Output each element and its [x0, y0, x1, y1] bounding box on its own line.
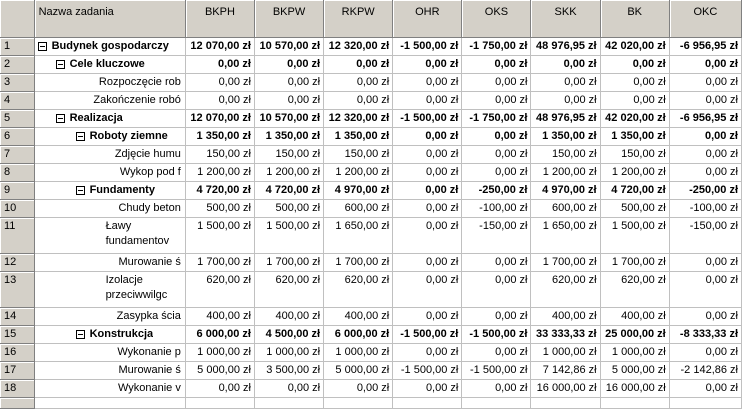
cost-cell-oks[interactable]: 0,00 zł — [462, 92, 531, 110]
task-name: Zdjęcie humu — [114, 148, 181, 160]
cost-cell-bkph[interactable]: 0,00 zł — [185, 380, 254, 398]
cost-cell-oks[interactable]: 0,00 zł — [462, 146, 531, 164]
empty-cell — [531, 398, 600, 409]
task-name: Cele kluczowe — [69, 58, 145, 70]
cost-cell-bkph[interactable]: 1 700,00 zł — [185, 254, 254, 272]
cost-cell-rkpw[interactable]: 0,00 zł — [324, 74, 393, 92]
cost-cell-bk[interactable]: 0,00 zł — [600, 56, 669, 74]
row-number[interactable]: 3 — [0, 74, 34, 92]
cost-cell-oks[interactable]: -1 500,00 zł — [462, 362, 531, 380]
column-header-skk[interactable]: SKK — [531, 0, 600, 38]
empty-cell — [0, 398, 34, 409]
task-name: Wykonanie p — [117, 346, 181, 358]
task-name-cell[interactable] — [34, 146, 185, 164]
cost-cell-bk[interactable]: 0,00 zł — [600, 74, 669, 92]
cost-cell-rkpw[interactable]: 0,00 zł — [324, 92, 393, 110]
cost-cell-okc[interactable]: -150,00 zł — [669, 218, 741, 254]
cost-cell-oks[interactable]: 0,00 zł — [462, 380, 531, 398]
cost-cell-ohr[interactable]: 0,00 zł — [393, 74, 462, 92]
row-number[interactable]: 17 — [0, 362, 34, 380]
empty-cell — [393, 398, 462, 409]
cost-cell-rkpw[interactable]: 600,00 zł — [324, 200, 393, 218]
cost-cell-oks[interactable]: -250,00 zł — [462, 182, 531, 200]
task-name: Roboty ziemne — [89, 130, 168, 142]
row-number[interactable]: 13 — [0, 272, 34, 308]
cost-cell-bkph[interactable]: 12 070,00 zł — [185, 110, 254, 128]
task-name-cell[interactable] — [34, 272, 185, 308]
cost-cell-rkpw[interactable]: 0,00 zł — [324, 380, 393, 398]
table-row[interactable] — [0, 344, 742, 362]
row-number[interactable]: 8 — [0, 164, 34, 182]
task-name-wrap — [38, 38, 182, 55]
cost-cell-ohr[interactable]: -1 500,00 zł — [393, 38, 462, 56]
cost-cell-bk[interactable]: 400,00 zł — [600, 308, 669, 326]
cost-cell-bkph[interactable]: 150,00 zł — [185, 146, 254, 164]
row-number[interactable]: 5 — [0, 110, 34, 128]
cost-cell-bkpw[interactable]: 620,00 zł — [254, 272, 323, 308]
task-name: Ławy fundamentov — [105, 220, 170, 247]
cost-cell-skk[interactable]: 600,00 zł — [531, 200, 600, 218]
task-name: Rozpoczęcie rob — [98, 76, 181, 88]
cost-cell-bkpw[interactable]: 1 350,00 zł — [254, 128, 323, 146]
row-number[interactable]: 11 — [0, 218, 34, 254]
cost-cell-bkph[interactable]: 6 000,00 zł — [185, 326, 254, 344]
cost-cell-rkpw[interactable]: 6 000,00 zł — [324, 326, 393, 344]
cost-cell-oks[interactable]: 0,00 zł — [462, 344, 531, 362]
empty-cell — [34, 398, 185, 409]
collapse-toggle-icon[interactable] — [76, 186, 85, 195]
table-row[interactable] — [0, 56, 742, 74]
cost-cell-rkpw[interactable]: 1 200,00 zł — [324, 164, 393, 182]
cost-cell-rkpw[interactable]: 1 350,00 zł — [324, 128, 393, 146]
cost-cell-oks[interactable]: 0,00 zł — [462, 272, 531, 308]
cost-cell-bk[interactable]: 1 500,00 zł — [600, 218, 669, 254]
table-row[interactable] — [0, 38, 742, 56]
row-number[interactable]: 10 — [0, 200, 34, 218]
task-name-cell[interactable] — [34, 326, 185, 344]
row-number[interactable]: 15 — [0, 326, 34, 344]
cost-cell-skk[interactable]: 1 000,00 zł — [531, 344, 600, 362]
cost-cell-bkpw[interactable]: 4 500,00 zł — [254, 326, 323, 344]
cost-cell-bk[interactable]: 150,00 zł — [600, 146, 669, 164]
row-number[interactable]: 2 — [0, 56, 34, 74]
cost-cell-skk[interactable]: 33 333,33 zł — [531, 326, 600, 344]
cost-cell-rkpw[interactable]: 12 320,00 zł — [324, 110, 393, 128]
table-row[interactable] — [0, 272, 742, 308]
table-row[interactable] — [0, 326, 742, 344]
cost-cell-rkpw[interactable]: 1 650,00 zł — [324, 218, 393, 254]
cost-cell-oks[interactable]: 0,00 zł — [462, 74, 531, 92]
cost-cell-bkpw[interactable]: 150,00 zł — [254, 146, 323, 164]
table-row[interactable] — [0, 254, 742, 272]
cost-cell-oks[interactable]: -150,00 zł — [462, 218, 531, 254]
cost-cell-ohr[interactable]: 0,00 zł — [393, 146, 462, 164]
cost-cell-ohr[interactable]: 0,00 zł — [393, 308, 462, 326]
column-header-row — [0, 0, 742, 38]
cost-cell-skk[interactable]: 0,00 zł — [531, 74, 600, 92]
cost-cell-bk[interactable]: 620,00 zł — [600, 272, 669, 308]
table-row[interactable] — [0, 164, 742, 182]
row-number[interactable]: 6 — [0, 128, 34, 146]
task-name-cell[interactable] — [34, 56, 185, 74]
cost-cell-ohr[interactable]: 0,00 zł — [393, 254, 462, 272]
cost-cell-okc[interactable]: 0,00 zł — [669, 164, 741, 182]
task-name: Fundamenty — [89, 184, 155, 196]
table-row[interactable] — [0, 74, 742, 92]
row-number[interactable]: 16 — [0, 344, 34, 362]
cost-cell-skk[interactable]: 1 200,00 zł — [531, 164, 600, 182]
cost-cell-bkpw[interactable]: 3 500,00 zł — [254, 362, 323, 380]
row-number[interactable]: 18 — [0, 380, 34, 398]
cost-cell-bkpw[interactable]: 10 570,00 zł — [254, 110, 323, 128]
cost-cell-bk[interactable]: 1 350,00 zł — [600, 128, 669, 146]
cost-cell-bkph[interactable]: 4 720,00 zł — [185, 182, 254, 200]
cost-cell-skk[interactable]: 0,00 zł — [531, 56, 600, 74]
cost-cell-bkph[interactable]: 620,00 zł — [185, 272, 254, 308]
cost-cell-skk[interactable]: 1 650,00 zł — [531, 218, 600, 254]
cost-cell-okc[interactable]: 0,00 zł — [669, 146, 741, 164]
cost-cell-oks[interactable]: -100,00 zł — [462, 200, 531, 218]
task-name-cell[interactable] — [34, 182, 185, 200]
cost-cell-oks[interactable]: -1 750,00 zł — [462, 38, 531, 56]
task-name-cell[interactable] — [34, 254, 185, 272]
cost-cell-bkpw[interactable]: 0,00 zł — [254, 380, 323, 398]
table-row[interactable] — [0, 110, 742, 128]
cost-cell-okc[interactable]: 0,00 zł — [669, 308, 741, 326]
cost-cell-skk[interactable]: 0,00 zł — [531, 92, 600, 110]
cost-cell-bkpw[interactable]: 1 000,00 zł — [254, 344, 323, 362]
cost-cell-ohr[interactable]: -1 500,00 zł — [393, 110, 462, 128]
column-header-rkpw[interactable]: RKPW — [324, 0, 393, 38]
column-header-oks[interactable]: OKS — [462, 0, 531, 38]
empty-cell — [185, 398, 254, 409]
cost-cell-okc[interactable]: 0,00 zł — [669, 128, 741, 146]
collapse-toggle-icon[interactable] — [76, 330, 85, 339]
cost-cell-rkpw[interactable]: 5 000,00 zł — [324, 362, 393, 380]
cost-cell-oks[interactable]: 0,00 zł — [462, 254, 531, 272]
cost-cell-bk[interactable]: 42 020,00 zł — [600, 110, 669, 128]
cost-cell-bk[interactable]: 0,00 zł — [600, 92, 669, 110]
cost-cell-bkpw[interactable]: 1 200,00 zł — [254, 164, 323, 182]
cost-cell-bk[interactable]: 1 200,00 zł — [600, 164, 669, 182]
cost-cell-okc[interactable]: -250,00 zł — [669, 182, 741, 200]
cost-cell-okc[interactable]: 0,00 zł — [669, 92, 741, 110]
task-name: Wykonanie v — [117, 382, 181, 394]
cost-cell-rkpw[interactable]: 0,00 zł — [324, 56, 393, 74]
cost-cell-bkpw[interactable]: 400,00 zł — [254, 308, 323, 326]
cost-cell-ohr[interactable]: 0,00 zł — [393, 128, 462, 146]
task-name-wrap — [38, 110, 182, 127]
cost-cell-okc[interactable]: 0,00 zł — [669, 344, 741, 362]
cost-cell-skk[interactable]: 4 970,00 zł — [531, 182, 600, 200]
cost-cell-okc[interactable]: 0,00 zł — [669, 56, 741, 74]
cost-cell-skk[interactable]: 620,00 zł — [531, 272, 600, 308]
collapse-toggle-icon[interactable] — [56, 114, 65, 123]
cost-cell-skk[interactable]: 16 000,00 zł — [531, 380, 600, 398]
cost-cell-ohr[interactable]: 0,00 zł — [393, 56, 462, 74]
cost-cell-ohr[interactable]: 0,00 zł — [393, 218, 462, 254]
cost-cell-bkph[interactable]: 0,00 zł — [185, 56, 254, 74]
cost-cell-oks[interactable]: -1 750,00 zł — [462, 110, 531, 128]
task-name-wrap — [38, 326, 182, 343]
cost-cell-okc[interactable]: -8 333,33 zł — [669, 326, 741, 344]
cost-cell-rkpw[interactable]: 12 320,00 zł — [324, 38, 393, 56]
empty-cell — [254, 398, 323, 409]
table-row[interactable] — [0, 128, 742, 146]
cost-cell-bk[interactable]: 5 000,00 zł — [600, 362, 669, 380]
cost-cell-bk[interactable]: 42 020,00 zł — [600, 38, 669, 56]
row-number[interactable]: 14 — [0, 308, 34, 326]
cost-cell-bkph[interactable]: 1 350,00 zł — [185, 128, 254, 146]
cost-cell-okc[interactable]: -6 956,95 zł — [669, 38, 741, 56]
select-all-corner[interactable] — [0, 0, 34, 38]
cost-cell-oks[interactable]: -1 500,00 zł — [462, 326, 531, 344]
table-row[interactable] — [0, 146, 742, 164]
cost-cell-skk[interactable]: 48 976,95 zł — [531, 110, 600, 128]
cost-cell-skk[interactable]: 7 142,86 zł — [531, 362, 600, 380]
empty-cell — [324, 398, 393, 409]
cost-cell-okc[interactable]: 0,00 zł — [669, 254, 741, 272]
cost-cell-okc[interactable]: -100,00 zł — [669, 200, 741, 218]
cost-cell-okc[interactable]: -2 142,86 zł — [669, 362, 741, 380]
cost-cell-bkpw[interactable]: 500,00 zł — [254, 200, 323, 218]
cost-cell-skk[interactable]: 150,00 zł — [531, 146, 600, 164]
cost-cell-bkpw[interactable]: 0,00 zł — [254, 74, 323, 92]
column-header-ohr[interactable]: OHR — [393, 0, 462, 38]
column-header-name[interactable]: Nazwa zadania — [34, 0, 185, 38]
collapse-toggle-icon[interactable] — [76, 132, 85, 141]
task-name: Konstrukcja — [89, 328, 154, 340]
task-name-cell[interactable] — [34, 344, 185, 362]
cost-cell-bkpw[interactable]: 10 570,00 zł — [254, 38, 323, 56]
cost-cell-bk[interactable]: 4 720,00 zł — [600, 182, 669, 200]
table-row[interactable] — [0, 218, 742, 254]
cost-cell-ohr[interactable]: 0,00 zł — [393, 344, 462, 362]
cost-cell-bkpw[interactable]: 1 500,00 zł — [254, 218, 323, 254]
cost-cell-oks[interactable]: 0,00 zł — [462, 164, 531, 182]
empty-cell — [462, 398, 531, 409]
table-row[interactable] — [0, 182, 742, 200]
cost-cell-ohr[interactable]: 0,00 zł — [393, 164, 462, 182]
row-number[interactable]: 9 — [0, 182, 34, 200]
cost-cell-bkph[interactable]: 1 000,00 zł — [185, 344, 254, 362]
task-name-cell[interactable] — [34, 110, 185, 128]
cost-cell-bkph[interactable]: 400,00 zł — [185, 308, 254, 326]
cost-cell-bkph[interactable]: 0,00 zł — [185, 74, 254, 92]
cost-cell-ohr[interactable]: 0,00 zł — [393, 380, 462, 398]
table-row[interactable] — [0, 380, 742, 398]
task-name-cell[interactable] — [34, 362, 185, 380]
cost-cell-ohr[interactable]: 0,00 zł — [393, 92, 462, 110]
table-row[interactable] — [0, 308, 742, 326]
column-header-bkph[interactable]: BKPH — [185, 0, 254, 38]
cost-cell-skk[interactable]: 1 700,00 zł — [531, 254, 600, 272]
task-name-cell[interactable] — [34, 218, 185, 254]
task-name: Realizacja — [69, 112, 123, 124]
task-name-cell[interactable] — [34, 38, 185, 56]
cost-cell-ohr[interactable]: 0,00 zł — [393, 272, 462, 308]
task-name-cell[interactable] — [34, 74, 185, 92]
task-name-cell[interactable] — [34, 92, 185, 110]
empty-cell — [600, 398, 669, 409]
task-name: Wykop pod f — [119, 166, 181, 178]
task-name-wrap — [38, 56, 182, 73]
cost-cell-bkph[interactable]: 500,00 zł — [185, 200, 254, 218]
cost-cell-bkpw[interactable]: 0,00 zł — [254, 56, 323, 74]
row-number[interactable]: 4 — [0, 92, 34, 110]
task-name: Zakończenie robó — [93, 94, 181, 106]
task-name: Zasypka ścia — [116, 310, 181, 322]
cost-cell-oks[interactable]: 0,00 zł — [462, 128, 531, 146]
cost-cell-bk[interactable]: 500,00 zł — [600, 200, 669, 218]
cost-cell-rkpw[interactable]: 1 700,00 zł — [324, 254, 393, 272]
cost-cell-skk[interactable]: 48 976,95 zł — [531, 38, 600, 56]
cost-cell-bk[interactable]: 1 700,00 zł — [600, 254, 669, 272]
cost-cell-bkph[interactable]: 12 070,00 zł — [185, 38, 254, 56]
task-name: Budynek gospodarczy — [51, 40, 169, 52]
cost-cell-ohr[interactable]: -1 500,00 zł — [393, 362, 462, 380]
cost-cell-okc[interactable]: 0,00 zł — [669, 272, 741, 308]
cost-cell-rkpw[interactable]: 150,00 zł — [324, 146, 393, 164]
cost-cell-rkpw[interactable]: 620,00 zł — [324, 272, 393, 308]
cost-cell-skk[interactable]: 1 350,00 zł — [531, 128, 600, 146]
cost-cell-bkph[interactable]: 5 000,00 zł — [185, 362, 254, 380]
cost-cell-skk[interactable]: 400,00 zł — [531, 308, 600, 326]
column-header-okc[interactable]: OKC — [669, 0, 741, 38]
cost-cell-bkpw[interactable]: 4 720,00 zł — [254, 182, 323, 200]
cost-cell-bkpw[interactable]: 1 700,00 zł — [254, 254, 323, 272]
cost-cell-bk[interactable]: 16 000,00 zł — [600, 380, 669, 398]
cost-cell-ohr[interactable]: -1 500,00 zł — [393, 326, 462, 344]
task-name: Murowanie ś — [118, 364, 181, 376]
task-name-cell[interactable] — [34, 128, 185, 146]
task-name: Chudy beton — [118, 202, 181, 214]
cost-cell-bkph[interactable]: 1 200,00 zł — [185, 164, 254, 182]
table-row[interactable] — [0, 92, 742, 110]
cost-cell-bkpw[interactable]: 0,00 zł — [254, 92, 323, 110]
cost-cell-bk[interactable]: 1 000,00 zł — [600, 344, 669, 362]
task-name-cell[interactable] — [34, 308, 185, 326]
cost-cell-ohr[interactable]: 0,00 zł — [393, 182, 462, 200]
collapse-toggle-icon[interactable] — [56, 60, 65, 69]
task-name: Murowanie ś — [118, 256, 181, 268]
row-number[interactable]: 12 — [0, 254, 34, 272]
row-number[interactable]: 1 — [0, 38, 34, 56]
table-row[interactable] — [0, 200, 742, 218]
task-name-cell[interactable] — [34, 164, 185, 182]
empty-cell — [669, 398, 741, 409]
cost-cell-rkpw[interactable]: 400,00 zł — [324, 308, 393, 326]
cost-cell-okc[interactable]: 0,00 zł — [669, 380, 741, 398]
cost-cell-bk[interactable]: 25 000,00 zł — [600, 326, 669, 344]
task-name-cell[interactable] — [34, 200, 185, 218]
column-header-bk[interactable]: BK — [600, 0, 669, 38]
task-name-wrap — [38, 182, 182, 199]
cost-cell-oks[interactable]: 0,00 zł — [462, 56, 531, 74]
column-header-bkpw[interactable]: BKPW — [254, 0, 323, 38]
collapse-toggle-icon[interactable] — [38, 42, 47, 51]
cost-cell-oks[interactable]: 0,00 zł — [462, 308, 531, 326]
task-rows — [0, 38, 742, 409]
task-name-wrap — [38, 128, 182, 145]
cost-cell-rkpw[interactable]: 1 000,00 zł — [324, 344, 393, 362]
cost-cell-bkph[interactable]: 0,00 zł — [185, 92, 254, 110]
table-row[interactable] — [0, 362, 742, 380]
cost-cell-ohr[interactable]: 0,00 zł — [393, 200, 462, 218]
task-name-cell[interactable] — [34, 380, 185, 398]
row-number[interactable]: 7 — [0, 146, 34, 164]
cost-cell-okc[interactable]: -6 956,95 zł — [669, 110, 741, 128]
empty-row — [0, 398, 742, 409]
task-name: Izolacje przeciwwilgc — [105, 274, 168, 301]
cost-cell-okc[interactable]: 0,00 zł — [669, 74, 741, 92]
cost-cell-bkph[interactable]: 1 500,00 zł — [185, 218, 254, 254]
cost-cell-rkpw[interactable]: 4 970,00 zł — [324, 182, 393, 200]
